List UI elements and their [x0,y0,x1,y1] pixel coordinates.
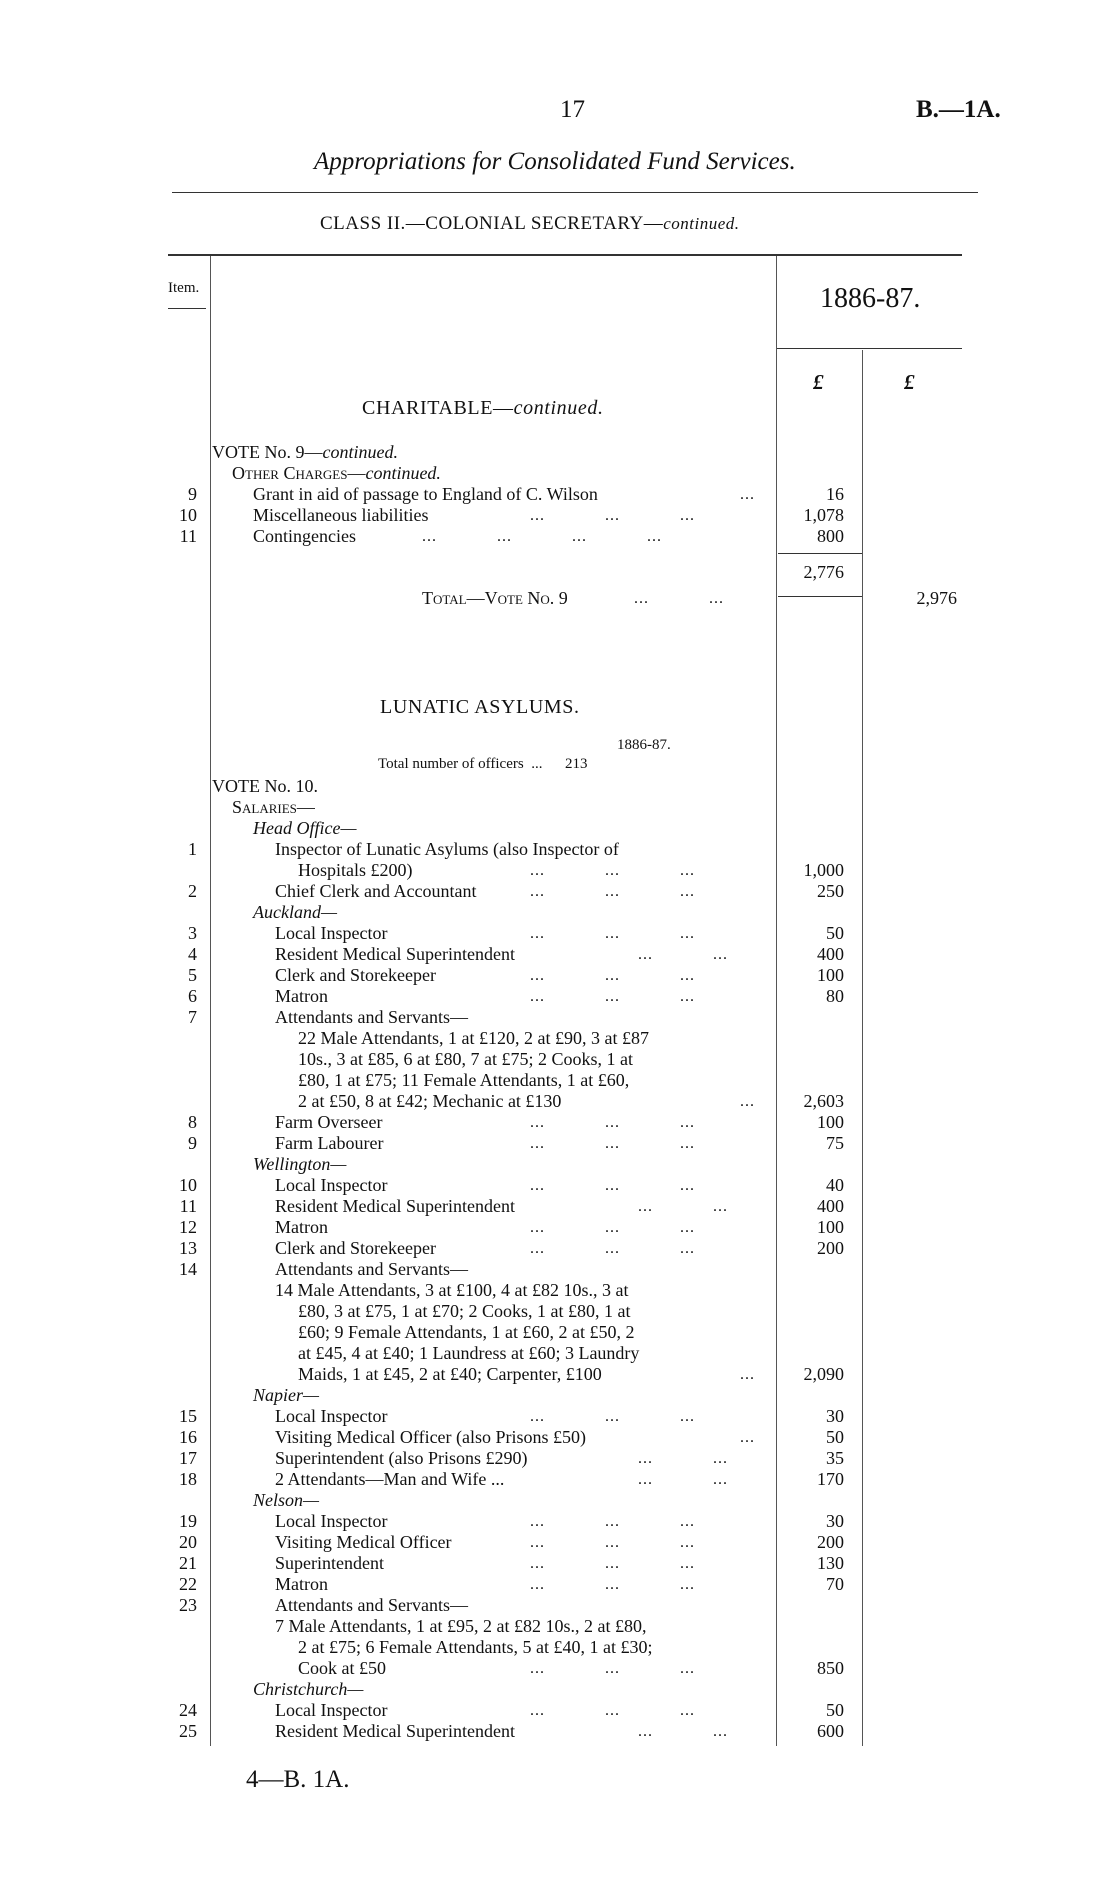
leader-dots: ... ... ... [530,1177,695,1194]
table-row [0,923,1114,944]
item-text: £60; 9 Female Attendants, 1 at £60, 2 at £50, 2 [298,1322,635,1342]
item-text: Local Inspector [275,1175,388,1195]
total-label: Total—Vote No. 9 [422,588,568,608]
item-amount: 1,078 [803,505,844,525]
table-row [0,881,1114,902]
item-number: 7 [188,1007,197,1027]
item-number: 23 [179,1595,197,1615]
item-number: 10 [179,1175,197,1195]
item-text: 2 at £75; 6 Female Attendants, 5 at £40, 1 at £30; [298,1637,653,1657]
charitable-heading-text: CHARITABLE— [362,397,514,419]
leader-dots: ... ... ... [530,1576,695,1593]
item-text: Resident Medical Superintendent [275,944,515,964]
item-number: 18 [179,1469,197,1489]
item-text: Matron [275,1574,328,1594]
item-amount: 800 [817,526,844,546]
table-row [0,505,1114,526]
item-number: 3 [188,923,197,943]
table-row [0,1721,1114,1742]
item-amount: 400 [817,944,844,964]
leader-dots: ... ... ... [530,1114,695,1131]
item-amount: 600 [817,1721,844,1741]
leader-dots: ... ... [638,946,728,963]
table-row [0,1007,1114,1028]
officers-count-line: Total number of officers ... 213 [378,756,588,772]
item-text: Local Inspector [275,923,388,943]
item-number: 13 [179,1238,197,1258]
item-text: at £45, 4 at £40; 1 Laundress at £60; 3 Laundry [298,1343,640,1363]
table-row [0,1700,1114,1721]
group-label: Auckland— [253,902,337,922]
item-text: Visiting Medical Officer (also Prisons £50) [275,1427,587,1447]
item-number: 12 [179,1217,197,1237]
item-amount: 50 [826,1700,844,1720]
item-number: 25 [179,1721,197,1741]
item-text: Attendants and Servants— [275,1007,468,1027]
signature-mark: 4—B. 1A. [246,1766,350,1793]
leader-dots: ... ... ... ... [422,528,662,545]
item-number: 24 [179,1700,197,1720]
item-amount: 100 [817,1217,844,1237]
leader-dots: ... ... ... [530,1534,695,1551]
salaries-line [0,797,1114,818]
group-label: Wellington— [253,1154,347,1174]
currency-header-total: £ [904,370,915,394]
table-row [0,1616,1114,1637]
leader-dots: ... ... ... [530,862,695,879]
table-row [0,1301,1114,1322]
item-amount: 16 [826,484,844,504]
table-row [0,965,1114,986]
leader-dots: ... [740,1429,755,1446]
group-auckland [0,902,1114,923]
table-row [0,1406,1114,1427]
officers-label: Total number of officers [378,756,524,772]
item-amount: 130 [817,1553,844,1573]
item-text: Miscellaneous liabilities [253,505,429,525]
leader-dots: ... ... ... [530,1219,695,1236]
officers-year: 1886-87. [617,737,671,753]
item-text: Attendants and Servants— [275,1259,468,1279]
item-text: £80, 3 at £75, 1 at £70; 2 Cooks, 1 at £80, 1 at [298,1301,631,1321]
group-label: Napier— [253,1385,320,1405]
lunatic-asylums-heading: LUNATIC ASYLUMS. [380,696,580,718]
table-row [0,1196,1114,1217]
item-number: 17 [179,1448,197,1468]
item-text: Inspector of Lunatic Asylums (also Inspector of [275,839,619,859]
item-text: Superintendent (also Prisons £290) [275,1448,528,1468]
leader-dots: ... ... ... [530,1408,695,1425]
item-amount: 35 [826,1448,844,1468]
vote-9-subtotal [0,562,1114,583]
table-row [0,1574,1114,1595]
leader-dots: ... [740,1366,755,1383]
table-row [0,1448,1114,1469]
item-column-header: Item. [168,280,200,296]
leader-dots: ... ... ... [530,1240,695,1257]
item-amount: 100 [817,1112,844,1132]
item-amount: 50 [826,923,844,943]
vote-9-line [0,442,1114,463]
charitable-heading [362,397,604,420]
year-header-rule [776,348,962,349]
item-number: 19 [179,1511,197,1531]
item-text: Resident Medical Superintendent [275,1196,515,1216]
item-text: £80, 1 at £75; 11 Female Attendants, 1 at £60, [298,1070,630,1090]
item-text: 7 Male Attendants, 1 at £95, 2 at £82 10s., 2 at £80, [275,1616,647,1636]
item-text: Local Inspector [275,1511,388,1531]
item-text: Matron [275,1217,328,1237]
item-number: 1 [188,839,197,859]
leader-dots: ... ... ... [530,1702,695,1719]
table-row [0,1553,1114,1574]
page-title: Appropriations for Consolidated Fund Services. [314,148,796,175]
class-heading-text: CLASS II.—COLONIAL SECRETARY— [320,213,664,234]
item-amount: 80 [826,986,844,1006]
table-row [0,1637,1114,1658]
item-text: Hospitals £200) [298,860,413,880]
leader-dots: ... ... ... [530,883,695,900]
item-text: 22 Male Attendants, 1 at £120, 2 at £90, 3 at £87 [298,1028,649,1048]
table-row [0,1133,1114,1154]
table-row [0,1112,1114,1133]
item-number: 20 [179,1532,197,1552]
year-column-header: 1886-87. [820,283,921,314]
leader-dots: ... ... [638,1471,728,1488]
item-amount: 400 [817,1196,844,1216]
leader-dots: ... ... ... [530,507,695,524]
item-number: 11 [179,526,197,546]
group-wellington [0,1154,1114,1175]
item-number: 5 [188,965,197,985]
group-nelson [0,1490,1114,1511]
table-row [0,1427,1114,1448]
table-row [0,839,1114,860]
table-row [0,1070,1114,1091]
document-reference: B.—1A. [916,96,1001,123]
item-text: Resident Medical Superintendent [275,1721,515,1741]
page-number: 17 [560,96,585,123]
table-row [0,1322,1114,1343]
item-amount: 2,603 [803,1091,844,1111]
item-amount: 250 [817,881,844,901]
item-amount: 50 [826,1427,844,1447]
item-amount: 200 [817,1238,844,1258]
item-text: Local Inspector [275,1406,388,1426]
leader-dots: ... ... ... [530,1135,695,1152]
leader-dots: ... ... ... [530,1555,695,1572]
table-row [0,1259,1114,1280]
table-row [0,526,1114,547]
table-row [0,1532,1114,1553]
item-amount: 1,000 [803,860,844,880]
item-text: 2 Attendants—Man and Wife ... [275,1469,505,1489]
table-row [0,1343,1114,1364]
item-text: Clerk and Storekeeper [275,965,436,985]
item-amount: 200 [817,1532,844,1552]
item-text: Matron [275,986,328,1006]
item-number: 21 [179,1553,197,1573]
table-row [0,860,1114,881]
item-amount: 75 [826,1133,844,1153]
item-text: Chief Clerk and Accountant [275,881,477,901]
officers-count: 213 [564,756,588,772]
item-text: 14 Male Attendants, 3 at £100, 4 at £82 10s., 3 at [275,1280,629,1300]
salaries-label: Salaries— [232,797,315,817]
group-napier [0,1385,1114,1406]
item-number: 16 [179,1427,197,1447]
table-row [0,1511,1114,1532]
leader-dots: ... ... [634,590,724,607]
vote-9-continued: continued. [322,442,398,462]
item-number: 14 [179,1259,197,1279]
leader-dots: ... ... [638,1450,728,1467]
table-row [0,1049,1114,1070]
leader-dots: ... ... ... [530,988,695,1005]
subtotal-rule [778,553,862,554]
item-amount: 2,090 [803,1364,844,1384]
subtotal-amount: 2,776 [803,562,844,582]
table-row [0,1658,1114,1679]
item-number: 6 [188,986,197,1006]
item-text: Cook at £50 [298,1658,386,1678]
item-text: Attendants and Servants— [275,1595,468,1615]
item-amount: 30 [826,1406,844,1426]
leader-dots: ... ... [638,1198,728,1215]
item-text: Maids, 1 at £45, 2 at £40; Carpenter, £100 [298,1364,602,1384]
total-amount: 2,976 [916,588,957,608]
table-row [0,1091,1114,1112]
item-text: 10s., 3 at £85, 6 at £80, 7 at £75; 2 Cooks, 1 at [298,1049,633,1069]
leader-dots: ... ... ... [530,1660,695,1677]
top-rule [172,192,978,193]
table-row [0,1175,1114,1196]
item-amount: 40 [826,1175,844,1195]
leader-dots: ... ... ... [530,925,695,942]
table-top-rule [168,254,962,256]
vote-10-label: VOTE No. 10. [212,776,318,796]
item-text: Contingencies [253,526,356,546]
item-text: 2 at £50, 8 at £42; Mechanic at £130 [298,1091,562,1111]
item-number: 11 [179,1196,197,1216]
group-label: Head Office— [253,818,357,838]
item-number: 8 [188,1112,197,1132]
class-heading-continued: continued. [663,214,740,233]
item-number: 4 [188,944,197,964]
class-heading [320,213,740,235]
item-text: Farm Overseer [275,1112,383,1132]
other-charges-label: Other Charges— [232,463,366,483]
table-row [0,1238,1114,1259]
table-row [0,1217,1114,1238]
group-head-office [0,818,1114,839]
other-charges-continued: continued. [365,463,441,483]
item-amount: 850 [817,1658,844,1678]
leader-dots: ... ... [638,1723,728,1740]
item-text: Visiting Medical Officer [275,1532,452,1552]
table-row [0,944,1114,965]
item-number: 10 [179,505,197,525]
table-row [0,986,1114,1007]
item-amount: 100 [817,965,844,985]
item-number: 15 [179,1406,197,1426]
item-text: Clerk and Storekeeper [275,1238,436,1258]
item-amount: 30 [826,1511,844,1531]
item-text: Superintendent [275,1553,384,1573]
group-label: Nelson— [253,1490,320,1510]
item-text: Local Inspector [275,1700,388,1720]
item-header-rule [168,308,206,309]
group-christchurch [0,1679,1114,1700]
item-amount: 70 [826,1574,844,1594]
vote-9-label: VOTE No. 9— [212,442,323,462]
table-row [0,484,1114,505]
table-row [0,1595,1114,1616]
group-label: Christchurch— [253,1679,364,1699]
charitable-heading-continued: continued. [513,397,604,419]
item-number: 9 [188,484,197,504]
item-amount: 170 [817,1469,844,1489]
vote-10-line [0,776,1114,797]
table-row [0,1280,1114,1301]
leader-dots: ... [740,1093,755,1110]
item-number: 2 [188,881,197,901]
item-text: Grant in aid of passage to England of C. Wilson [253,484,598,504]
other-charges-line [0,463,1114,484]
leader-dots: ... ... ... [530,967,695,984]
vote-9-total [0,588,1114,609]
leader-dots: ... ... ... [530,1513,695,1530]
table-row [0,1028,1114,1049]
table-row [0,1469,1114,1490]
leader-dots: ... [740,486,755,503]
item-number: 22 [179,1574,197,1594]
item-text: Farm Labourer [275,1133,384,1153]
item-number: 9 [188,1133,197,1153]
currency-header-amount: £ [813,370,824,394]
table-row [0,1364,1114,1385]
